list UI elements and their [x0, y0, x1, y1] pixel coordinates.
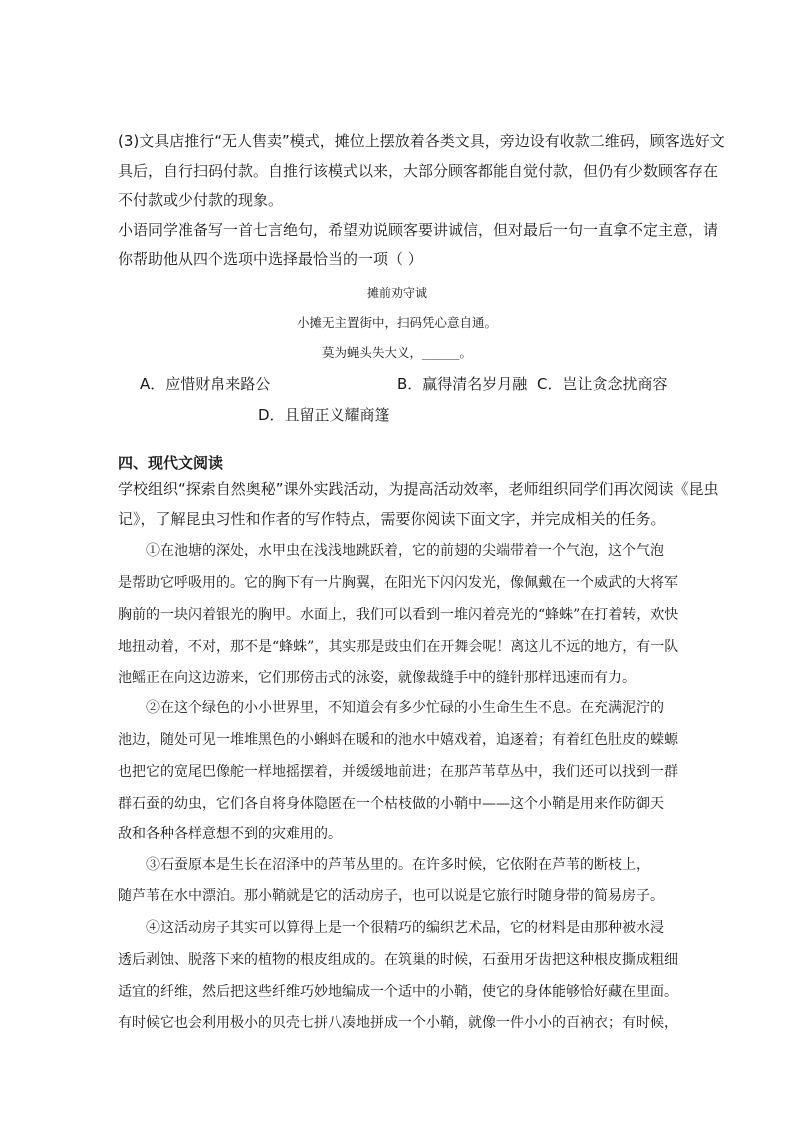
passage-line: 透后剥蚀、脱落下来的植物的根皮组成的。在筑巢的时候，石蚕用牙齿把这种根皮撕成粗细 [118, 952, 678, 968]
passage-line: 群石蚕的幼虫，它们各自将身体隐匿在一个枯枝做的小鞘中——这个小鞘是用来作防御天 [118, 796, 664, 812]
passage-line: 胸前的一块闪着银光的胸甲。水面上，我们可以看到一堆闪着亮光的“蜂蛛”在打着转，欢快 [118, 607, 679, 623]
q3-line-2: 具后，自行扫码付款。自推行该模式以来，大部分顾客都能自觉付款，但仍有少数顾客存在 [118, 162, 719, 180]
q3-line-4: 小语同学准备写一首七言绝句，希望劝说顾客要讲诚信，但对最后一句一直拿不定主意，请 [118, 221, 719, 239]
q3-line-5: 你帮助他从四个选项中选择最恰当的一项（ ） [118, 250, 423, 268]
poem-line-1: 小摊无主置街中，扫码凭心意自通。 [296, 315, 497, 330]
passage-line: ④这活动房子其实可以算得上是一个很精巧的编织艺术品，它的材料是由那种被水浸 [146, 920, 664, 936]
passage-line: ③石蚕原本是生长在沼泽中的芦苇丛里的。在许多时候，它依附在芦苇的断枝上， [146, 857, 650, 873]
passage-line: 池鳐正在向这边游来，它们那傍击式的泳姿，就像裁缝手中的缝针那样迅速而有力。 [118, 670, 636, 686]
q3-line-1: (3)文具店推行“无人售卖”模式，摊位上摆放着各类文具，旁边设有收款二维码，顾客选好文 [118, 132, 725, 150]
passage-line: ②在这个绿色的小小世界里，不知道会有多少忙碌的小生命生生不息。在充满泥泞的 [146, 700, 664, 716]
passage-line: 敌和各种各样意想不到的灾难用的。 [118, 826, 342, 842]
poem-title: 摊前劝守诚 [366, 286, 427, 300]
passage-line: 随芦苇在水中漂泊。那小鞘就是它的活动房子，也可以说是它旅行时随身带的简易房子。 [118, 888, 664, 904]
passage-line: ①在池塘的深处，水甲虫在浅浅地跳跃着，它的前翅的尖端带着一个气泡，这个气泡 [146, 543, 664, 559]
q3-line-3: 不付款或少付款的现象。 [118, 191, 284, 209]
option-b: B．赢得清名岁月融 [397, 375, 528, 393]
poem-line-2: 莫为蝇头失大义，______。 [321, 345, 472, 360]
section-heading: 四、现代文阅读 [118, 454, 224, 472]
passage-line: 池边，随处可见一堆堆黑色的小蝌蚪在暖和的池水中嬉戏着，追逐着；有着红色肚皮的蝾螈 [118, 732, 678, 748]
option-a: A．应惜财帛来路公 [140, 375, 271, 393]
option-c: C．岂让贪念扰商容 [537, 375, 668, 393]
option-d: D．且留正义耀商篷 [258, 406, 390, 424]
passage-line: 有时候它也会利用极小的贝壳七拼八凑地拼成一个小鞘，就像一件小小的百衲衣；有时候， [118, 1015, 678, 1031]
passage-line: 适宜的纤维，然后把这些纤维巧妙地编成一个适中的小鞘，使它的身体能够恰好藏在里面。 [118, 984, 678, 1000]
intro-line-2: 记》，了解昆虫习性和作者的写作特点，需要你阅读下面文字，并完成相关的任务。 [118, 510, 666, 528]
passage-line: 地扭动着，不对，那不是“蜂蛛”，其实那是豉虫们在开舞会呢！离这儿不远的地方，有一队 [118, 639, 679, 655]
passage-line: 也把它的宽尾巴像舵一样地摇摆着，并缓缓地前进；在那芦苇草丛中，我们还可以找到一群 [118, 764, 678, 780]
passage-line: 是帮助它呼吸用的。它的胸下有一片胸翼，在阳光下闪闪发光，像佩戴在一个威武的大将军 [118, 575, 678, 591]
intro-line-1: 学校组织“探索自然奥秘”课外实践活动，为提高活动效率，老师组织同学们再次阅读《昆虫 [118, 480, 719, 498]
